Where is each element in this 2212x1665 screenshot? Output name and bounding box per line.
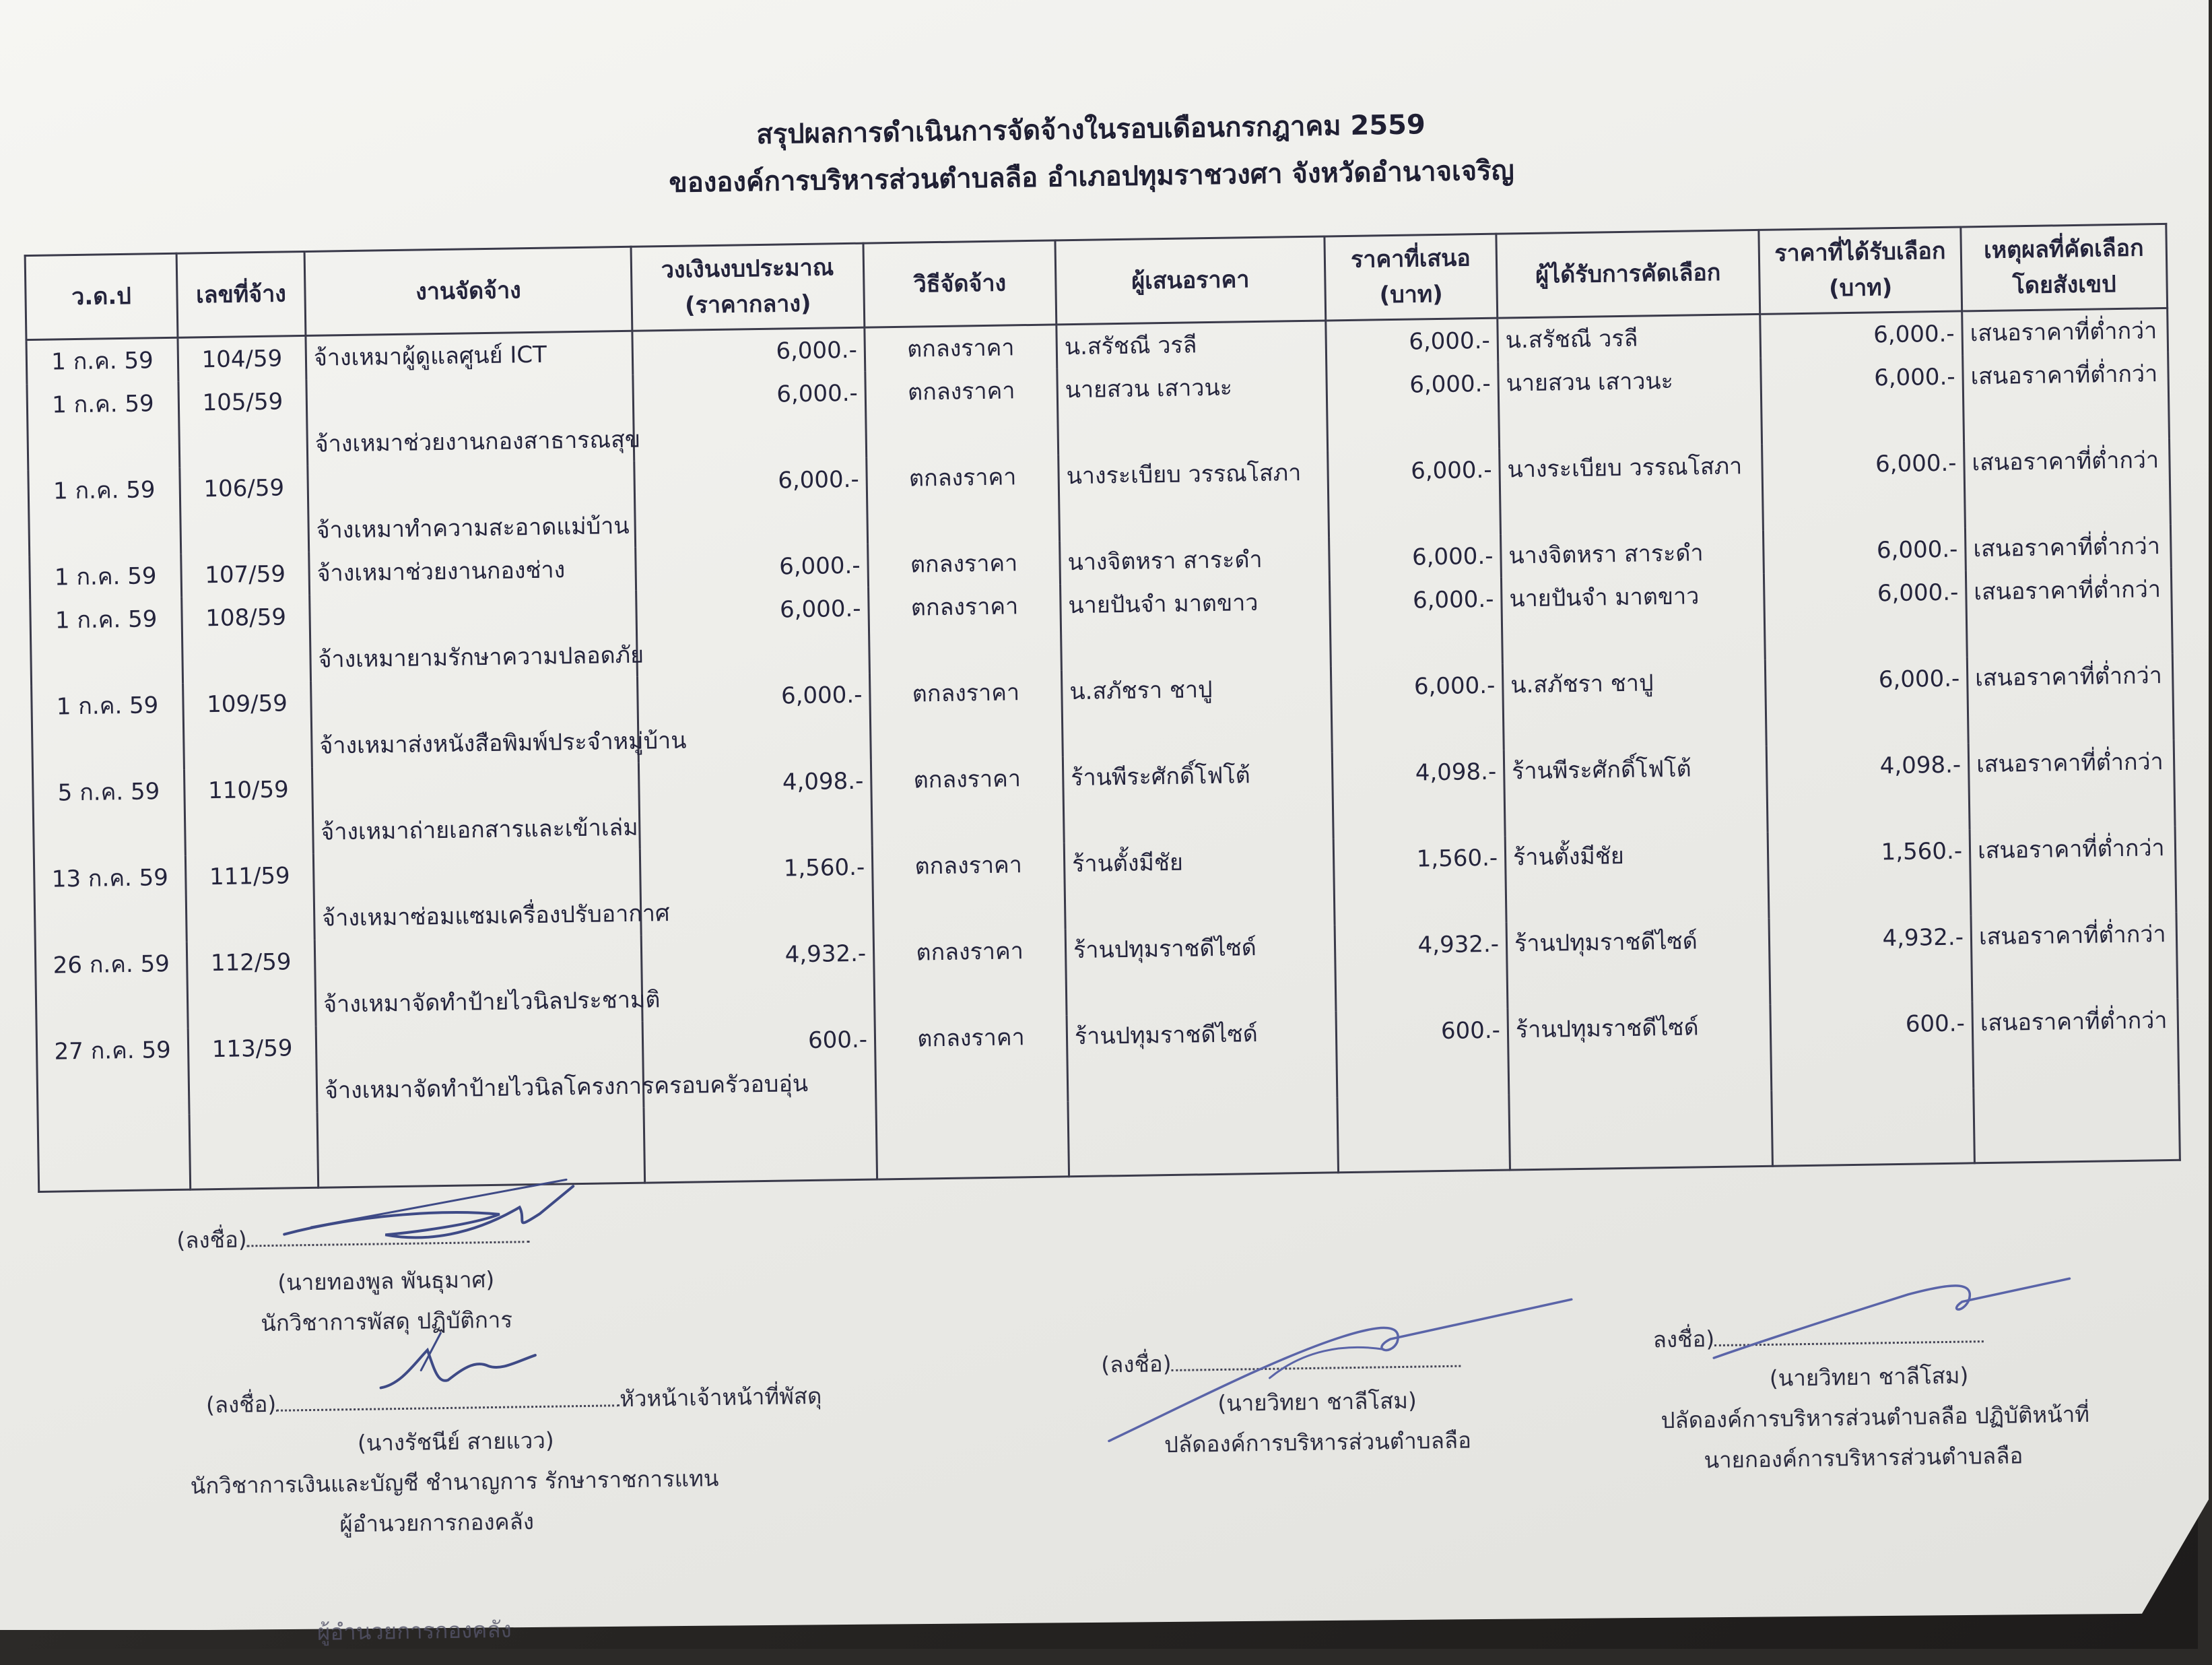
- cell-contract-no: 106/59: [180, 466, 309, 554]
- cell-selected: นายปันจำ มาตขาว: [1501, 574, 1765, 664]
- header-method: วิธีจัดจ้าง: [863, 240, 1057, 327]
- cell-bidder: น.สภัชรา ชาปู: [1061, 666, 1332, 756]
- cell-bidder: ร้านปทุมราชดีไซด์: [1065, 925, 1336, 1015]
- cell-selected-price: 6,000.-: [1760, 311, 1963, 358]
- cell-reason: เสนอราคาที่ต่ำกว่า: [1968, 740, 2175, 830]
- header-task: งานจัดจ้าง: [304, 247, 632, 335]
- cell-selected-price: 1,560.-: [1768, 829, 1971, 918]
- cell-task: จ้างเหมาผู้ดูแลศูนย์ ICT: [306, 331, 633, 380]
- header-offer-price: ราคาที่เสนอ (บาท): [1325, 234, 1498, 321]
- handwritten-signature-1: [270, 1166, 595, 1258]
- cell-offer: 6,000.-: [1331, 664, 1504, 753]
- cell-contract-no: 111/59: [185, 854, 314, 942]
- bleed-through-text: ผู้อำนวยการกองคลัง: [316, 1616, 512, 1645]
- cell-reason: เสนอราคาที่ต่ำกว่า: [1965, 525, 2171, 571]
- handwritten-signature-2: [373, 1328, 549, 1405]
- sign-label: ลงชื่อ): [1652, 1326, 1715, 1353]
- cell-budget: 6,000.-: [636, 544, 869, 591]
- cell-selected: นางจิตหรา สาระดำ: [1501, 531, 1764, 578]
- cell-contract-no: 110/59: [184, 768, 313, 856]
- cell-task: จ้างเหมาจัดทำป้ายไวนิลโครงการครอบครัวอบอุ่น: [316, 1022, 644, 1113]
- cell-selected: น.สรัชณี วรลี: [1498, 314, 1761, 362]
- cell-reason: เสนอราคาที่ต่ำกว่า: [1962, 308, 2168, 355]
- cell-task: จ้างเหมาถ่ายเอกสารและเข้าเล่ม: [312, 763, 640, 854]
- cell-contract-no: 109/59: [183, 682, 312, 770]
- signer-1-name: (นายทองพูล พันธุมาศ): [277, 1266, 495, 1296]
- cell-bidder: ร้านตั้งมีชัย: [1064, 839, 1335, 929]
- cell-offer: 6,000.-: [1326, 318, 1498, 364]
- cell-reason: เสนอราคาที่ต่ำกว่า: [1964, 438, 2171, 528]
- cell-selected: นายสวน เสาวนะ: [1498, 358, 1762, 449]
- cell-task: จ้างเหมาช่วยงานกองช่าง: [309, 548, 636, 595]
- cell-task: จ้างเหมาช่วยงานกองสาธารณสุข: [306, 375, 634, 466]
- signer-4-name: (นายวิทยา ชาลีโสม): [1769, 1362, 1969, 1392]
- cell-date: 1 ก.ค. 59: [30, 554, 182, 599]
- cell-date: 26 ก.ค. 59: [35, 942, 188, 1031]
- cell-budget: 4,932.-: [641, 932, 875, 1022]
- cell-contract-no: 108/59: [182, 595, 311, 684]
- cell-contract-no: 107/59: [181, 552, 310, 597]
- signer-2-position-line1: นักวิชาการเงินและบัญชี ชำนาญการ รักษาราชการแทน: [190, 1465, 719, 1499]
- signer-4-position-line2: นายกองค์การบริหารส่วนตำบลลือ: [1704, 1442, 2023, 1474]
- document-title: สรุปผลการดำเนินการจัดจ้างในรอบเดือนกรกฎาคม 2559: [756, 109, 1426, 150]
- cell-date: 1 ก.ค. 59: [28, 468, 181, 556]
- cell-method: ตกลงราคา: [868, 541, 1061, 587]
- cell-selected: ร้านตั้งมีชัย: [1505, 832, 1769, 923]
- signer-4-position-line1: ปลัดองค์การบริหารส่วนตำบลลือ ปฏิบัติหน้าที่: [1661, 1400, 2090, 1434]
- cell-budget: 600.-: [642, 1018, 876, 1108]
- cell-method: ตกลงราคา: [869, 584, 1062, 673]
- cell-date: 1 ก.ค. 59: [27, 382, 180, 470]
- cell-reason: เสนอราคาที่ต่ำกว่า: [1972, 999, 2179, 1088]
- sign-label: (ลงชื่อ): [176, 1226, 247, 1253]
- cell-task: จ้างเหมาจัดทำป้ายไวนิลประชามติ: [314, 936, 642, 1026]
- header-contract-no: เลขที่จ้าง: [176, 251, 306, 337]
- cell-budget: 6,000.-: [633, 372, 867, 461]
- document-subtitle: ขององค์การบริหารส่วนตำบลลือ อำเภอปทุมราชวงศา จังหวัดอำนาจเจริญ: [669, 155, 1514, 199]
- cell-task: จ้างเหมายามรักษาความปลอดภัย: [310, 591, 638, 682]
- cell-reason: เสนอราคาที่ต่ำกว่า: [1966, 568, 2172, 657]
- cell-selected: ร้านปทุมราชดีไซด์: [1508, 1005, 1772, 1095]
- cell-contract-no: 104/59: [178, 335, 306, 381]
- header-selected-price: ราคาที่ได้รับเลือก (บาท): [1759, 227, 1962, 314]
- cell-reason: เสนอราคาที่ต่ำกว่า: [1971, 913, 2178, 1002]
- sign-label: (ลงชื่อ): [1100, 1350, 1172, 1378]
- cell-method: ตกลงราคา: [873, 929, 1067, 1018]
- cell-bidder: นางจิตหรา สาระดำ: [1060, 537, 1330, 584]
- cell-offer: 1,560.-: [1333, 837, 1506, 925]
- sign-label: (ลงชื่อ): [205, 1390, 277, 1418]
- header-budget: วงเงินงบประมาณ (ราคากลาง): [631, 243, 865, 331]
- cell-date: 1 ก.ค. 59: [32, 684, 185, 772]
- cell-method: ตกลงราคา: [869, 670, 1063, 759]
- cell-budget: 1,560.-: [640, 846, 873, 936]
- cell-offer: 4,932.-: [1335, 923, 1508, 1012]
- cell-reason: เสนอราคาที่ต่ำกว่า: [1970, 826, 2176, 916]
- cell-date: 1 ก.ค. 59: [30, 597, 183, 686]
- signer-3-name: (นายวิทยา ชาลีโสม): [1217, 1387, 1417, 1417]
- cell-task: จ้างเหมาทำความสะอาดแม่บ้าน: [308, 461, 636, 552]
- signer-3-position: ปลัดองค์การบริหารส่วนตำบลลือ: [1164, 1427, 1472, 1458]
- cell-selected-price: 600.-: [1770, 1002, 1974, 1090]
- cell-reason: เสนอราคาที่ต่ำกว่า: [1963, 352, 2170, 442]
- cell-selected: ร้านปทุมราชดีไซด์: [1506, 919, 1770, 1009]
- procurement-table: [24, 223, 2181, 1193]
- cell-selected-price: 6,000.-: [1762, 441, 1966, 530]
- cell-selected-price: 4,932.-: [1769, 915, 1972, 1004]
- cell-method: ตกลงราคา: [867, 455, 1060, 544]
- header-reason: เหตุผลที่คัดเลือก โดยสังเขป: [1961, 224, 2168, 311]
- cell-date: 13 ก.ค. 59: [34, 856, 187, 944]
- cell-selected-price: 6,000.-: [1761, 355, 1964, 444]
- cell-selected-price: 6,000.-: [1764, 570, 1967, 659]
- header-date: ว.ด.ป: [25, 253, 178, 339]
- cell-budget: 6,000.-: [634, 458, 868, 548]
- cell-method: ตกลงราคา: [872, 843, 1065, 932]
- cell-budget: 6,000.-: [636, 587, 870, 677]
- cell-offer: 6,000.-: [1329, 535, 1502, 581]
- signer-2-role: หัวหน้าเจ้าหน้าที่พัสดุ: [619, 1382, 822, 1412]
- cell-selected-price: 6,000.-: [1765, 657, 1968, 746]
- cell-method: ตกลงราคา: [865, 368, 1059, 457]
- cell-contract-no: 105/59: [178, 380, 308, 468]
- cell-method: ตกลงราคา: [871, 756, 1064, 845]
- cell-budget: 6,000.-: [632, 327, 865, 375]
- cell-reason: เสนอราคาที่ต่ำกว่า: [1967, 654, 2174, 744]
- cell-offer: 600.-: [1336, 1009, 1509, 1098]
- cell-selected-price: 4,098.-: [1766, 743, 1970, 832]
- signer-2-name: (นางรัชนีย์ สายแวว): [357, 1427, 554, 1456]
- cell-bidder: น.สรัชณี วรลี: [1057, 321, 1327, 368]
- cell-date: 27 ก.ค. 59: [36, 1029, 189, 1117]
- header-bidder: ผู้เสนอราคา: [1055, 236, 1326, 325]
- signer-2-position-line2: ผู้อำนวยการกองคลัง: [339, 1508, 535, 1538]
- cell-bidder: นายสวน เสาวนะ: [1057, 364, 1328, 455]
- cell-selected: ร้านพีระศักดิ์โฟโต้: [1504, 746, 1768, 837]
- cell-bidder: นายปันจำ มาตขาว: [1061, 580, 1331, 670]
- cell-offer: 6,000.-: [1329, 578, 1502, 667]
- cell-selected-price: 6,000.-: [1763, 527, 1966, 573]
- cell-method: ตกลงราคา: [865, 325, 1057, 372]
- cell-contract-no: 113/59: [188, 1026, 317, 1115]
- cell-contract-no: 112/59: [187, 940, 316, 1029]
- cell-bidder: นางระเบียบ วรรณโสภา: [1059, 451, 1329, 541]
- cell-offer: 6,000.-: [1327, 362, 1500, 451]
- cell-offer: 4,098.-: [1332, 750, 1505, 839]
- cell-offer: 6,000.-: [1328, 449, 1501, 537]
- signer-1-position: นักวิชาการพัสดุ ปฏิบัติการ: [260, 1306, 513, 1337]
- cell-method: ตกลงราคา: [875, 1015, 1068, 1104]
- cell-task: จ้างเหมาส่งหนังสือพิมพ์ประจำหมู่บ้าน: [311, 677, 639, 768]
- cell-date: 1 ก.ค. 59: [26, 337, 178, 384]
- cell-bidder: ร้านพีระศักดิ์โฟโต้: [1063, 752, 1333, 843]
- cell-selected: นางระเบียบ วรรณโสภา: [1500, 445, 1764, 535]
- cell-date: 5 ก.ค. 59: [32, 770, 185, 858]
- header-selected: ผู้ได้รับการคัดเลือก: [1496, 230, 1760, 318]
- cell-budget: 4,098.-: [638, 760, 872, 849]
- cell-budget: 6,000.-: [637, 674, 871, 763]
- cell-selected: น.สภัชรา ชาปู: [1502, 660, 1766, 750]
- cell-bidder: ร้านปทุมราชดีไซด์: [1067, 1011, 1337, 1101]
- cell-task: จ้างเหมาซ่อมแซมเครื่องปรับอากาศ: [313, 849, 641, 940]
